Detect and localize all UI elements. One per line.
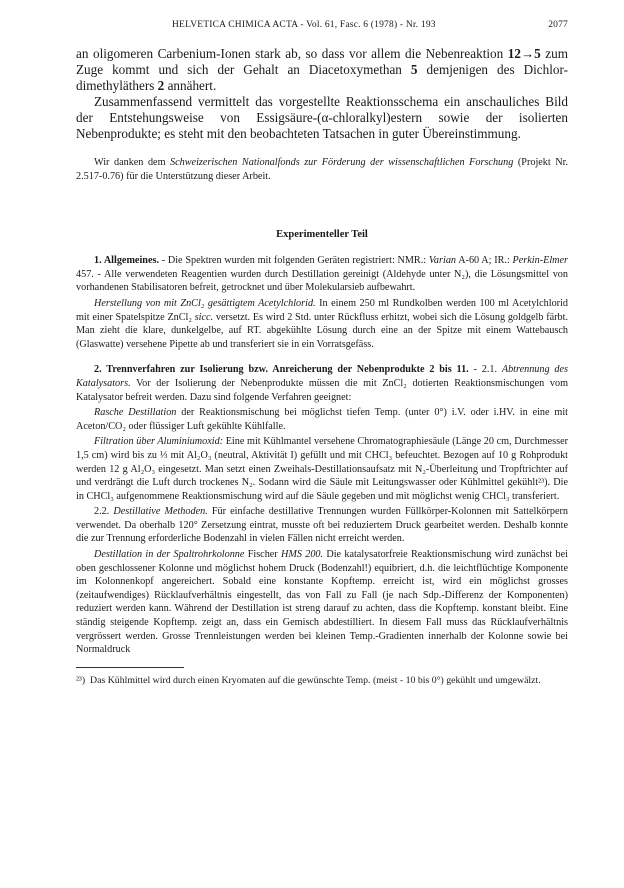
- paragraph-trennverfahren: 2. Trennverfahren zur Isolierung bzw. Anreicherung der Nebenprodukte 2 bis 11. - 2.1. Abtrennung des Katalysators. Vor der Isolierung der Nebenprodukte müssen die mit ZnCl₂ dotierten Reaktionsmischungen vom Katalysator befreit werden. Dazu sind folgende Verfahren geeignet:: [76, 364, 568, 403]
- paragraph-allgemeines: 1. Allgemeines. - Die Spektren wurden mit folgenden Geräten registriert: NMR.: Varian A-60 A; IR.: Perkin-Elmer 457. - Alle verwendeten Reagentien wurden durch Destillation gereinigt (Aldehyde unter N₂), die Lösungsmittel von vorhandenen Stabilisatoren befreit, getrocknet und über Molekularsieb aufbewahrt.: [76, 255, 568, 294]
- intro-paragraph-2: Zusammenfassend vermittelt das vorgestellte Reaktionsschema ein anschauliches Bild der Entstehungsweise von Essigsäure-(α-chloralkyl)estern sowie der isolierten Nebenprodukte; es steht mit den beobachteten Tatsachen in guter Übereinstimmung.: [76, 94, 568, 141]
- paragraph-herstellung: Herstellung von mit ZnCl₂ gesättigtem Acetylchlorid. In einem 250 ml Rundkolben werden 100 ml Acetylchlorid mit einer Spatelspitze ZnCl₂ sicc. versetzt. Es wird 2 Std. unter Rückfluss erhitzt, wobei sich die Lösung goldgelb färbt. Man zieht die klare, dunkelgelbe, auf RT. abgekühlte Lösung durch eine an der Spitze mit einem Wattebausch (Glaswatte) versehene Pipette ab und transferiert sie in ein Vorratsgefäss.: [76, 297, 569, 350]
- section-title: Experimenteller Teil: [276, 229, 368, 241]
- running-head: HELVETICA CHIMICA ACTA - Vol. 61, Fasc. 6 (1978) - Nr. 193: [172, 20, 436, 30]
- page-number: 2077: [548, 20, 568, 30]
- footnote-marker: ²³): [76, 674, 86, 686]
- intro-paragraph-1: an oligomeren Carbenium-Ionen stark ab, so dass vor allem die Nebenreaktion 12→5 zum Zuge kommt und sich der Gehalt an Diacetoxymethan 5 demjenigen des Dichlor-dimethyläthers 2 annähert.: [76, 46, 568, 93]
- footnote-divider: [76, 667, 184, 668]
- paragraph-rasche-destillation: Rasche Destillation der Reaktionsmischung bei möglichst tiefen Temp. (unter 0°) i.V. oder i.HV. in eine mit Aceton/CO₂ oder flüssiger Luft gekühlte Kühlfalle.: [76, 407, 568, 432]
- footnote: [76, 674, 568, 687]
- paragraph-filtration: Filtration über Aluminiumoxid: Eine mit Kühlmantel versehene Chromatographiesäule (Länge 20 cm, Durchmesser 1,5 cm) wird bis zu ⅓ mit Al₂O₃ (neutral, Aktivität I) gefüllt und mit CHCl₃ befeuchtet. Bezogen auf 10 g Rohprodukt werden 12 g Al₂O₃ eingesetzt. Man setzt einen Zweihals-Destillationsaufsatz mit N₂-Überleitung und Tropftrichter auf und verdrängt die Luft durch trockenes N₂. Sodann wird die Säule mit Leitungswasser oder Kühlmittel gekühlt²³). Die in CHCl₃ aufgenommene Reaktionsmischung wird auf die Säule gegeben und mit möglichst wenig CHCl₃ transferiert.: [76, 436, 568, 502]
- paragraph-spaltrohrkolonne: Destillation in der Spaltrohrkolonne Fischer HMS 200. Die katalysatorfreie Reaktionsmischung wird zunächst bei oben geschlossener Kolonne und möglichst hohem Druck (Bodenzahl!) equibriert, d.h. die leichtflüchtige Komponente im Kolonnenkopf angereichert. Sobald eine konstante Kopftemp. erreicht ist, wird ein möglichst grosses (zeitaufwendiges) Rücklaufverhältnis eingestellt, das von Fall zu Fall (je nach Sdp.-Differenz der Komponenten) reduziert werden kann. Während der Destillation ist streng darauf zu achten, dass die Kopftemp. konstant bleibt. Eine ständig steigende Kopftemp. zeigt an, dass ein Gemisch abdestilliert. In diesem Fall muss das Rücklaufverhältnis vergrössert werden. Grosse Trennleistungen werden bei kleinen Temp.-Gradienten innerhalb der Kolonne sowie bei Normaldruck: [76, 549, 568, 656]
- footnote-text: Das Kühlmittel wird durch einen Kryomaten auf die gewünschte Temp. (meist - 10 bis 0°) gekühlt und umgewälzt.: [90, 674, 541, 686]
- page-body: [76, 46, 568, 687]
- acknowledgement: Wir danken dem Schweizerischen Nationalfonds zur Förderung der wissenschaftlichen Forschung (Projekt Nr. 2.517-0.76) für die Unterstützung dieser Arbeit.: [76, 157, 569, 182]
- paragraph-destillative-methoden: 2.2. Destillative Methoden. Für einfache destillative Trennungen wurden Füllkörper-Kolonnen mit Sattelkörpern verwendet. Da oberhalb 120° Zersetzung eintrat, musste oft bei reduziertem Druck gearbeitet werden. Deshalb konnte die zur Trennung erforderliche Bodenzahl in vielen Fällen nicht erreicht werden.: [76, 506, 569, 545]
